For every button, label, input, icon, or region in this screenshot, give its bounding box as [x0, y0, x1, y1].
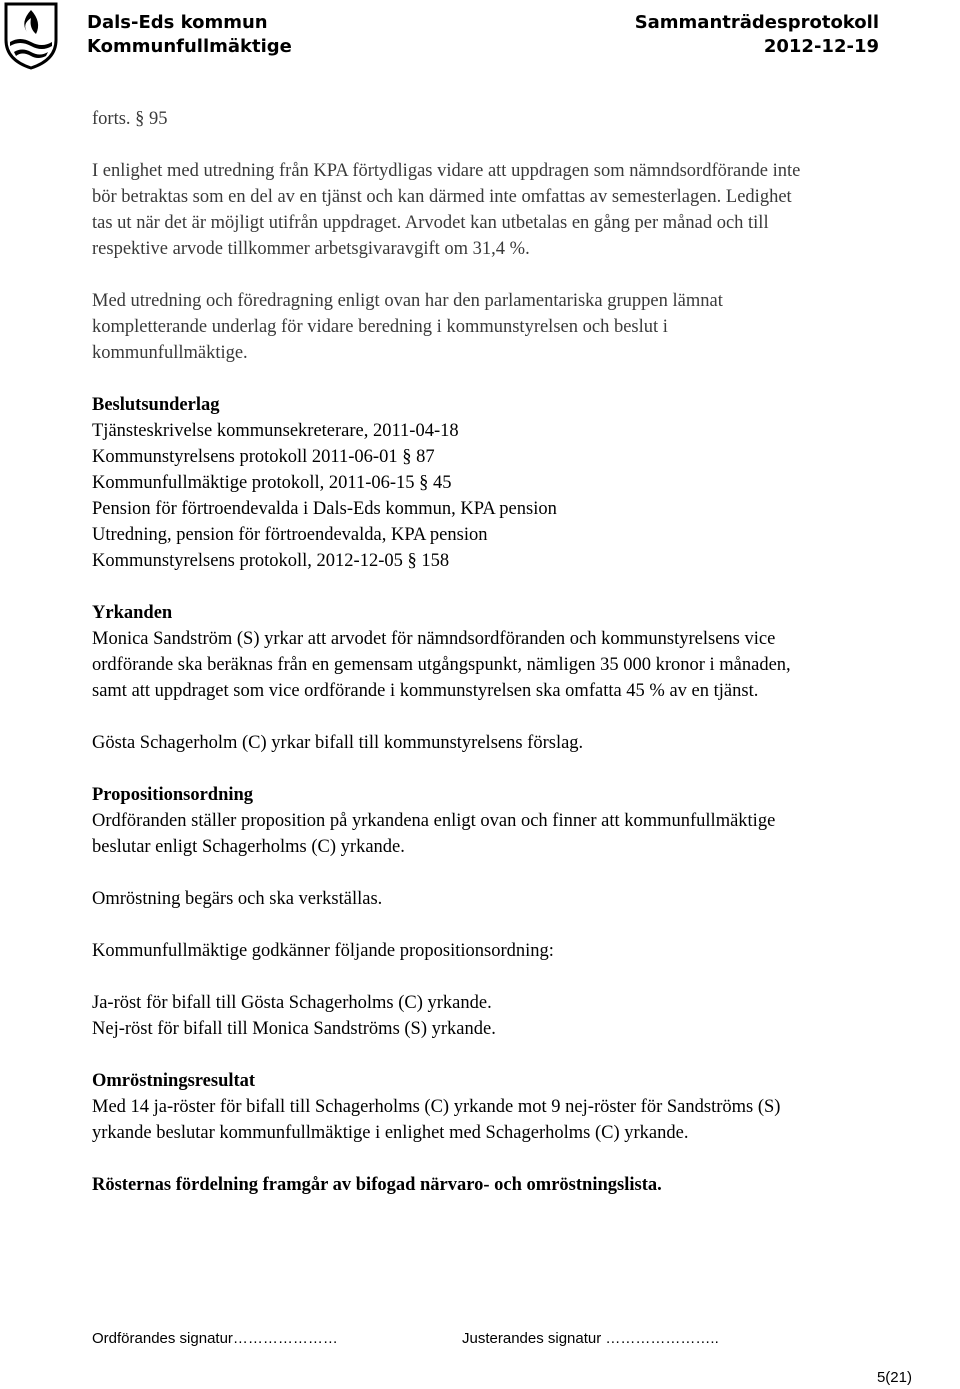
paragraph-kpa: [92, 158, 960, 262]
text-line: Ja-röst för bifall till Gösta Schagerholms (C) yrkande.: [92, 993, 492, 1013]
header-body: Kommunfullmäktige: [87, 36, 292, 57]
header-org: Dals-Eds kommun: [87, 12, 268, 33]
text-line: samt att uppdraget som vice ordförande i kommunstyrelsen ska omfatta 45 % av en tjänst.: [92, 681, 759, 701]
list-item: Kommunstyrelsens protokoll 2011-06-01 § 87: [92, 447, 435, 467]
heading-yrkanden: Yrkanden: [92, 603, 173, 623]
continuation-label: forts. § 95: [92, 109, 168, 129]
text-line: respektive arvode tillkommer arbetsgivaravgift om 31,4 %.: [92, 239, 530, 259]
text-line: Monica Sandström (S) yrkar att arvodet för nämndsordföranden och kommunstyrelsens vice: [92, 629, 776, 649]
chair-signature-line: Ordförandes signatur…………………: [92, 1330, 338, 1347]
paragraph-utredning: [92, 288, 960, 366]
list-item: Utredning, pension för förtroendevalda, KPA pension: [92, 525, 488, 545]
list-item: Kommunstyrelsens protokoll, 2012-12-05 § 158: [92, 551, 450, 571]
text-line: tas ut när det är möjligt utifrån uppdraget. Arvodet kan utbetalas en gång per månad och till: [92, 213, 769, 233]
text-line: beslutar enligt Schagerholms (C) yrkande.: [92, 837, 405, 857]
text-line: I enlighet med utredning från KPA förtydligas vidare att uppdragen som nämndsordförande inte: [92, 161, 801, 181]
adjuster-signature-line: Justerandes signatur …………………..: [462, 1330, 719, 1347]
text-line: Nej-röst för bifall till Monica Sandströms (S) yrkande.: [92, 1019, 496, 1039]
list-item: Pension för förtroendevalda i Dals-Eds kommun, KPA pension: [92, 499, 557, 519]
text-line: kompletterande underlag för vidare beredning i kommunstyrelsen och beslut i: [92, 317, 668, 337]
paragraph-yrkande-schagerholm: Gösta Schagerholm (C) yrkar bifall till kommunstyrelsens förslag.: [92, 733, 584, 753]
list-item: Kommunfullmäktige protokoll, 2011-06-15 § 45: [92, 473, 452, 493]
text-line: bör betraktas som en del av en tjänst och kan därmed inte omfattas av semesterlagen. Ledighet: [92, 187, 792, 207]
paragraph-proposition: [92, 808, 960, 860]
document-body: [92, 106, 960, 1198]
paragraph-omrostning: Omröstning begärs och ska verkställas.: [92, 889, 383, 909]
text-line: ordförande ska beräknas från en gemensam utgångspunkt, nämligen 35 000 kronor i månaden,: [92, 655, 791, 675]
text-line: Med utredning och föredragning enligt ovan har den parlamentariska gruppen lämnat: [92, 291, 723, 311]
text-line: Ordföranden ställer proposition på yrkandena enligt ovan och finner att kommunfullmäktige: [92, 811, 776, 831]
paragraph-godkanner: Kommunfullmäktige godkänner följande propositionsordning:: [92, 941, 554, 961]
paragraph-result: [92, 1094, 960, 1146]
list-item: Tjänsteskrivelse kommunsekreterare, 2011-04-18: [92, 421, 459, 441]
page-number: 5(21): [876, 1369, 912, 1386]
header-doc-type: Sammanträdesprotokoll: [634, 12, 879, 33]
municipality-logo: [0, 0, 62, 70]
paragraph-yrkande-sandstrom: [92, 626, 960, 704]
text-line: kommunfullmäktige.: [92, 343, 248, 363]
paragraph-votes: [92, 990, 960, 1042]
page-header: [0, 0, 960, 70]
heading-propositionsordning: Propositionsordning: [92, 785, 254, 805]
text-line: yrkande beslutar kommunfullmäktige i enlighet med Schagerholms (C) yrkande.: [92, 1123, 689, 1143]
heading-omrostningsresultat: Omröstningsresultat: [92, 1071, 256, 1091]
header-date: 2012-12-19: [763, 36, 879, 57]
beslutsunderlag-list: [92, 418, 960, 574]
heading-beslutsunderlag: Beslutsunderlag: [92, 395, 220, 415]
note-vote-distribution: Rösternas fördelning framgår av bifogad närvaro- och omröstningslista.: [92, 1175, 662, 1195]
text-line: Med 14 ja-röster för bifall till Schagerholms (C) yrkande mot 9 nej-röster för Sandströms (S): [92, 1097, 781, 1117]
